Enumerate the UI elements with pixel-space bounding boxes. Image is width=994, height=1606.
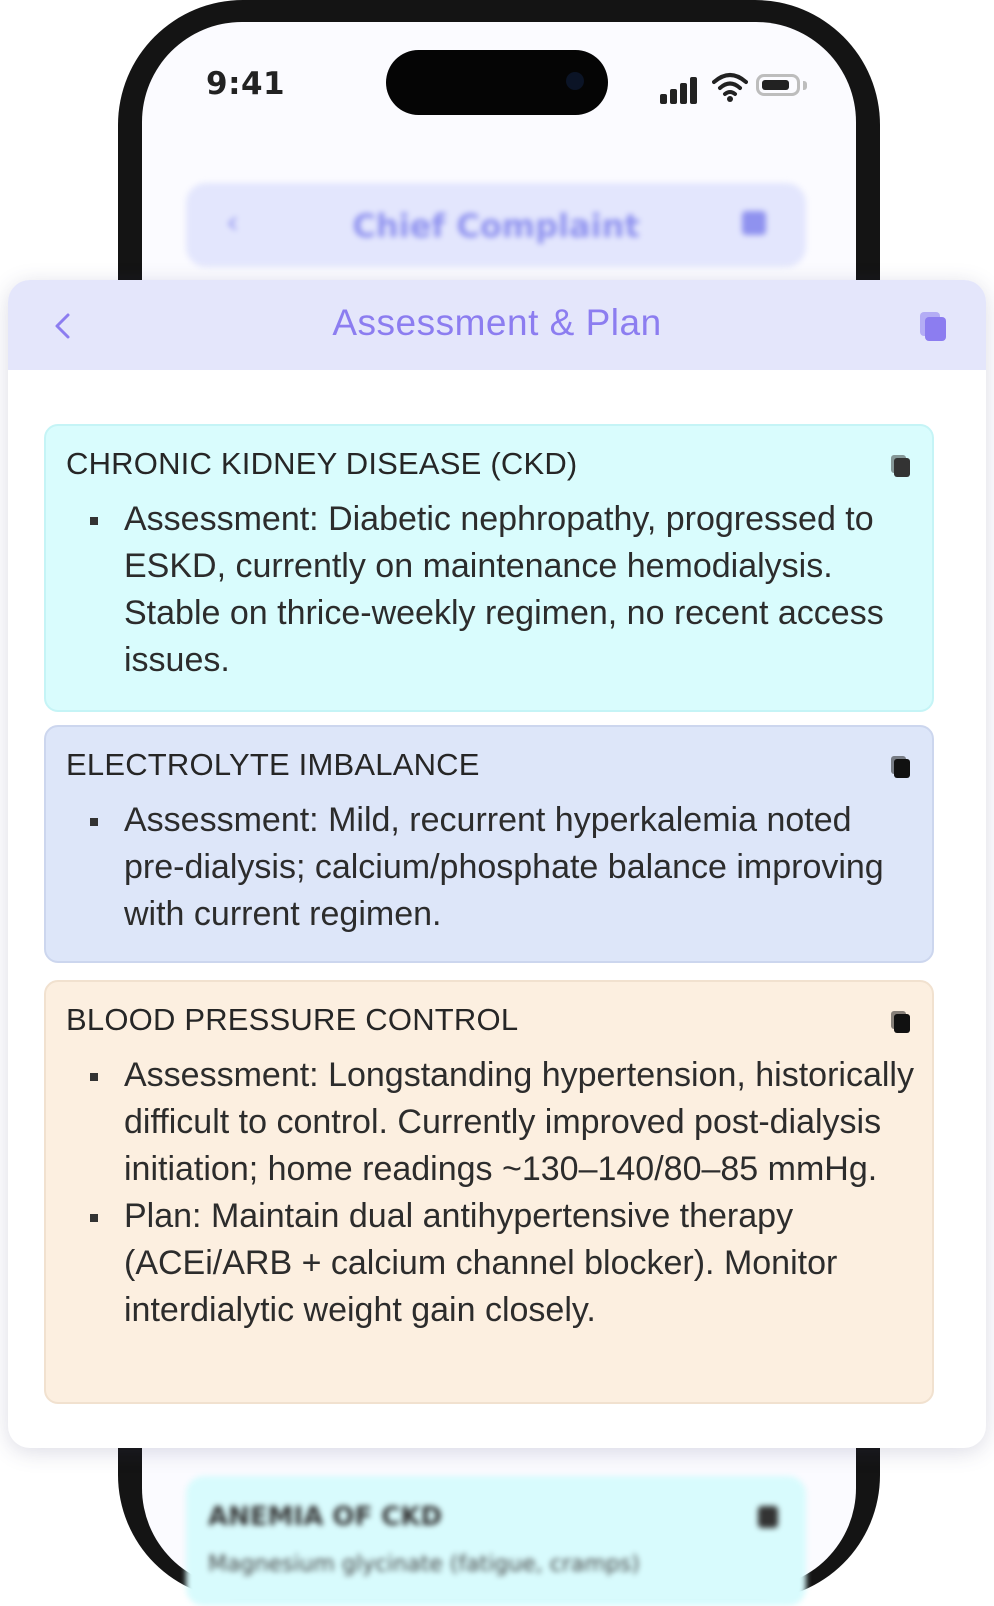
card-title: CHRONIC KIDNEY DISEASE (CKD): [66, 446, 578, 481]
signal-icon: [660, 94, 667, 104]
item-text: Assessment: Longstanding hypertension, historically difficult to control. Currently improved post-dialysis initiation; home readings ~130–140/80–85 mmHg.: [124, 1056, 914, 1188]
background-header: [186, 183, 806, 267]
background-card-title: ANEMIA OF CKD: [208, 1502, 443, 1532]
list-item: [72, 797, 916, 938]
page-title: Assessment & Plan: [332, 302, 662, 343]
problem-card-electrolyte: [44, 725, 934, 963]
signal-icon: [690, 77, 697, 104]
bullet-icon: [90, 818, 98, 826]
camera-dot: [566, 72, 584, 90]
sheet-header: [8, 280, 986, 370]
copy-icon[interactable]: [890, 755, 912, 779]
list-item: [72, 496, 916, 684]
item-text: Plan: Maintain dual antihypertensive therapy (ACEi/ARB + calcium channel blocker). Monitor interdialytic weight gain closely.: [124, 1197, 838, 1329]
background-back-icon: ‹: [226, 203, 239, 241]
item-text: Assessment: Diabetic nephropathy, progressed to ESKD, currently on maintenance hemodialysis. Stable on thrice-weekly regimen, no recent access issues.: [124, 500, 884, 679]
wifi-icon: [712, 72, 748, 102]
copy-all-icon[interactable]: [918, 310, 948, 342]
card-title: ELECTROLYTE IMBALANCE: [66, 747, 480, 782]
status-icons: [660, 70, 810, 104]
background-header-title: Chief Complaint: [352, 207, 640, 245]
bullet-icon: [90, 1073, 98, 1081]
item-text: Assessment: Mild, recurrent hyperkalemia noted pre-dialysis; calcium/phosphate balance improving with current regimen.: [124, 801, 884, 933]
problem-card-ckd: [44, 424, 934, 712]
dynamic-island: [386, 50, 608, 115]
card-item-list: [72, 496, 916, 684]
list-item: [72, 1052, 916, 1193]
bullet-icon: [90, 1214, 98, 1222]
status-time: 9:41: [206, 66, 286, 102]
battery-cap: [803, 81, 807, 90]
background-card-text: Magnesium glycinate (fatigue, cramps): [208, 1552, 640, 1577]
assessment-plan-sheet: [8, 280, 986, 1448]
battery-icon: [756, 74, 800, 96]
card-title: BLOOD PRESSURE CONTROL: [66, 1002, 519, 1037]
copy-icon[interactable]: [890, 1010, 912, 1034]
background-card-copy-icon: [758, 1506, 778, 1528]
list-item: [72, 1193, 916, 1334]
background-card: [186, 1476, 806, 1606]
signal-icon: [680, 83, 687, 104]
background-copy-icon: [742, 211, 766, 235]
copy-icon[interactable]: [890, 454, 912, 478]
signal-icon: [670, 89, 677, 104]
card-item-list: [72, 1052, 916, 1334]
problem-card-blood-pressure: [44, 980, 934, 1404]
battery-level: [762, 80, 789, 90]
card-item-list: [72, 797, 916, 938]
bullet-icon: [90, 517, 98, 525]
